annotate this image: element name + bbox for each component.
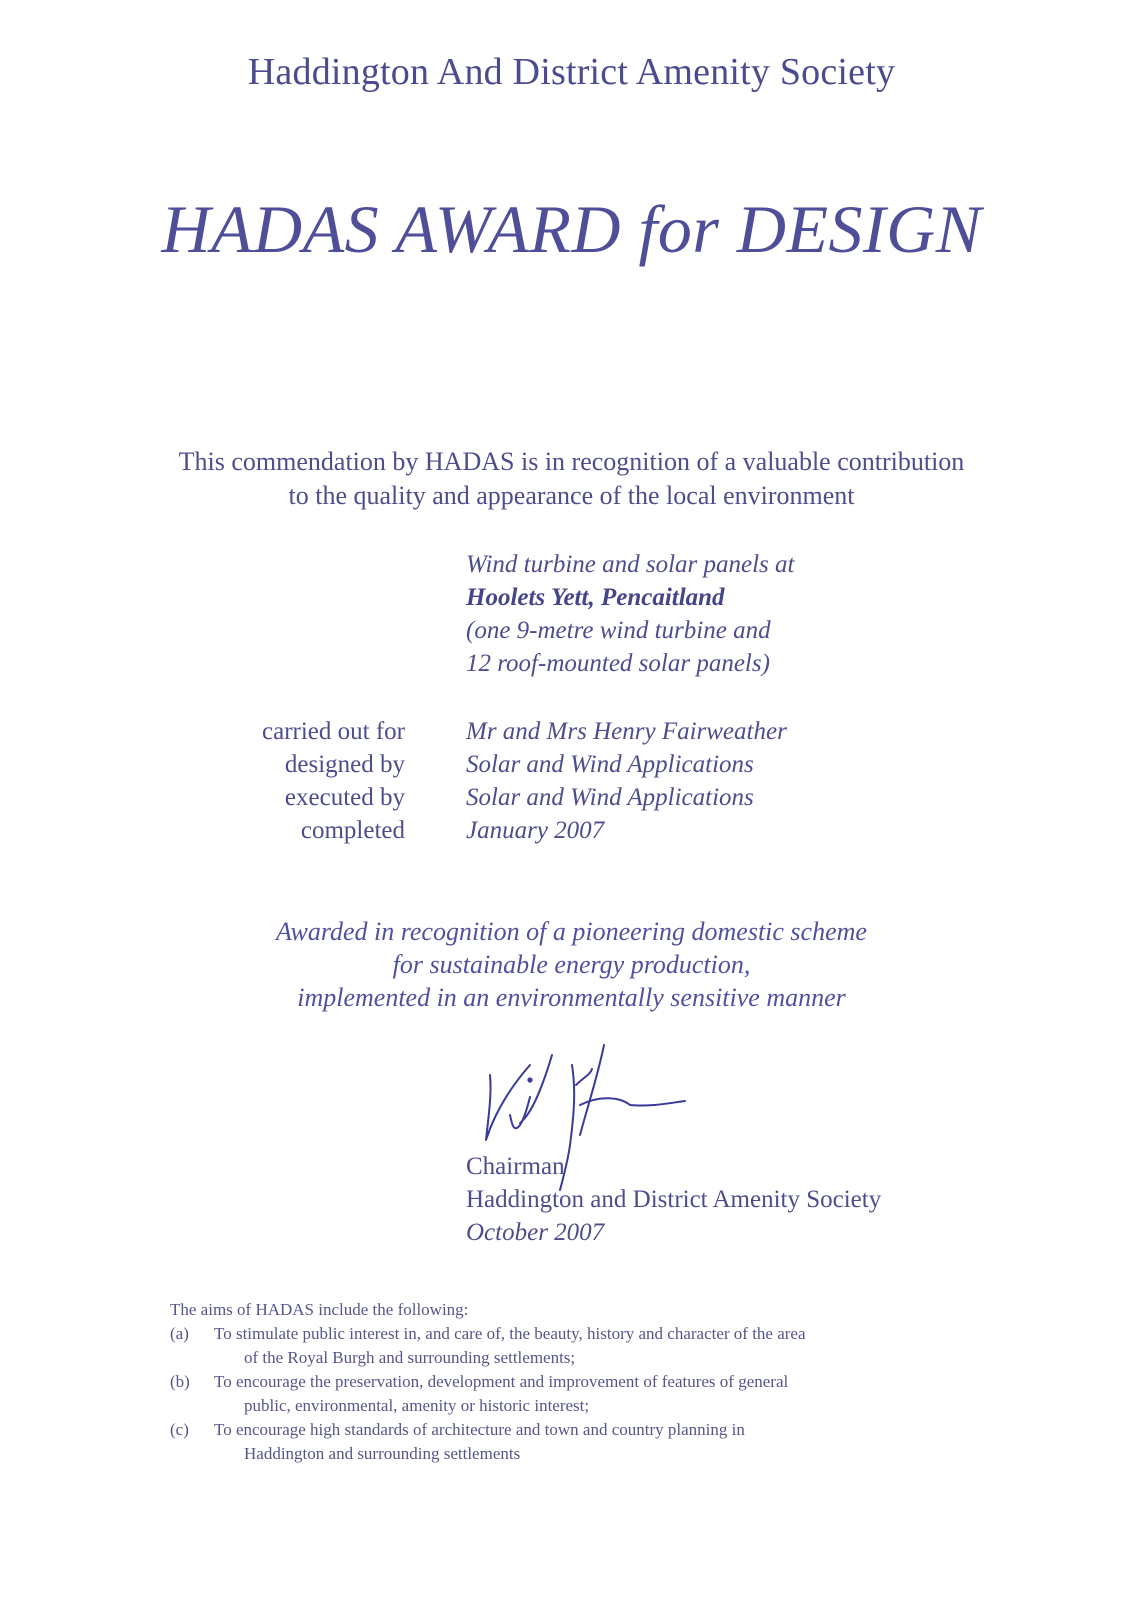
aims-section (170, 1298, 970, 1466)
commendation-line-2: to the quality and appearance of the local environment (288, 481, 855, 510)
details-values (466, 715, 787, 847)
aim-item (170, 1322, 970, 1370)
organisation-title: Haddington And District Amenity Society (247, 51, 896, 93)
citation-line-2: for sustainable energy production, (392, 950, 751, 979)
signatory-role: Chairman (466, 1153, 565, 1180)
aim-line-2: public, environmental, amenity or historic interest; (244, 1396, 590, 1415)
detail-label-designed-by: designed by (284, 751, 405, 778)
signatory-date: October 2007 (466, 1219, 605, 1246)
detail-value-completion-date: January 2007 (466, 817, 605, 844)
project-line-1: Wind turbine and solar panels at (466, 551, 795, 578)
citation-line-1: Awarded in recognition of a pioneering domestic scheme (276, 917, 867, 946)
citation-line-3: implemented in an environmentally sensitive manner (297, 983, 846, 1012)
detail-label-completed: completed (300, 817, 405, 844)
aim-line-2: Haddington and surrounding settlements (244, 1444, 521, 1463)
detail-label-executed-by: executed by (284, 784, 405, 811)
aim-marker: (b) (170, 1372, 190, 1391)
signatory-block (466, 1150, 881, 1249)
details-labels (200, 715, 405, 847)
award-citation (0, 915, 1143, 1014)
award-title: HADAS AWARD for DESIGN (161, 191, 982, 267)
signatory-organisation: Haddington and District Amenity Society (466, 1186, 882, 1213)
commendation-line-1: This commendation by HADAS is in recognition of a valuable contribution (178, 447, 965, 476)
aim-text (214, 1370, 970, 1418)
aim-line-1: To stimulate public interest in, and care of, the beauty, history and character of the area (214, 1324, 806, 1343)
project-place: Hoolets Yett, Pencaitland (466, 584, 725, 611)
detail-label-carried-out-for: carried out for (262, 718, 405, 745)
aim-text (214, 1322, 970, 1370)
detail-value-designer: Solar and Wind Applications (466, 751, 754, 778)
aim-item (170, 1418, 970, 1466)
aim-item (170, 1370, 970, 1418)
aim-marker: (c) (170, 1420, 189, 1439)
commendation-text (0, 445, 1143, 513)
aim-text (214, 1418, 970, 1466)
aim-line-1: To encourage high standards of architecture and town and country planning in (214, 1420, 745, 1439)
detail-value-executor: Solar and Wind Applications (466, 784, 754, 811)
project-line-4: 12 roof-mounted solar panels) (466, 650, 770, 677)
detail-value-client: Mr and Mrs Henry Fairweather (466, 718, 787, 745)
aims-intro: The aims of HADAS include the following: (170, 1300, 469, 1319)
aim-marker: (a) (170, 1324, 189, 1343)
project-description (466, 548, 794, 680)
aim-line-2: of the Royal Burgh and surrounding settlements; (244, 1348, 576, 1367)
aim-line-1: To encourage the preservation, development and improvement of features of general (214, 1372, 789, 1391)
project-line-3: (one 9-metre wind turbine and (466, 617, 771, 644)
